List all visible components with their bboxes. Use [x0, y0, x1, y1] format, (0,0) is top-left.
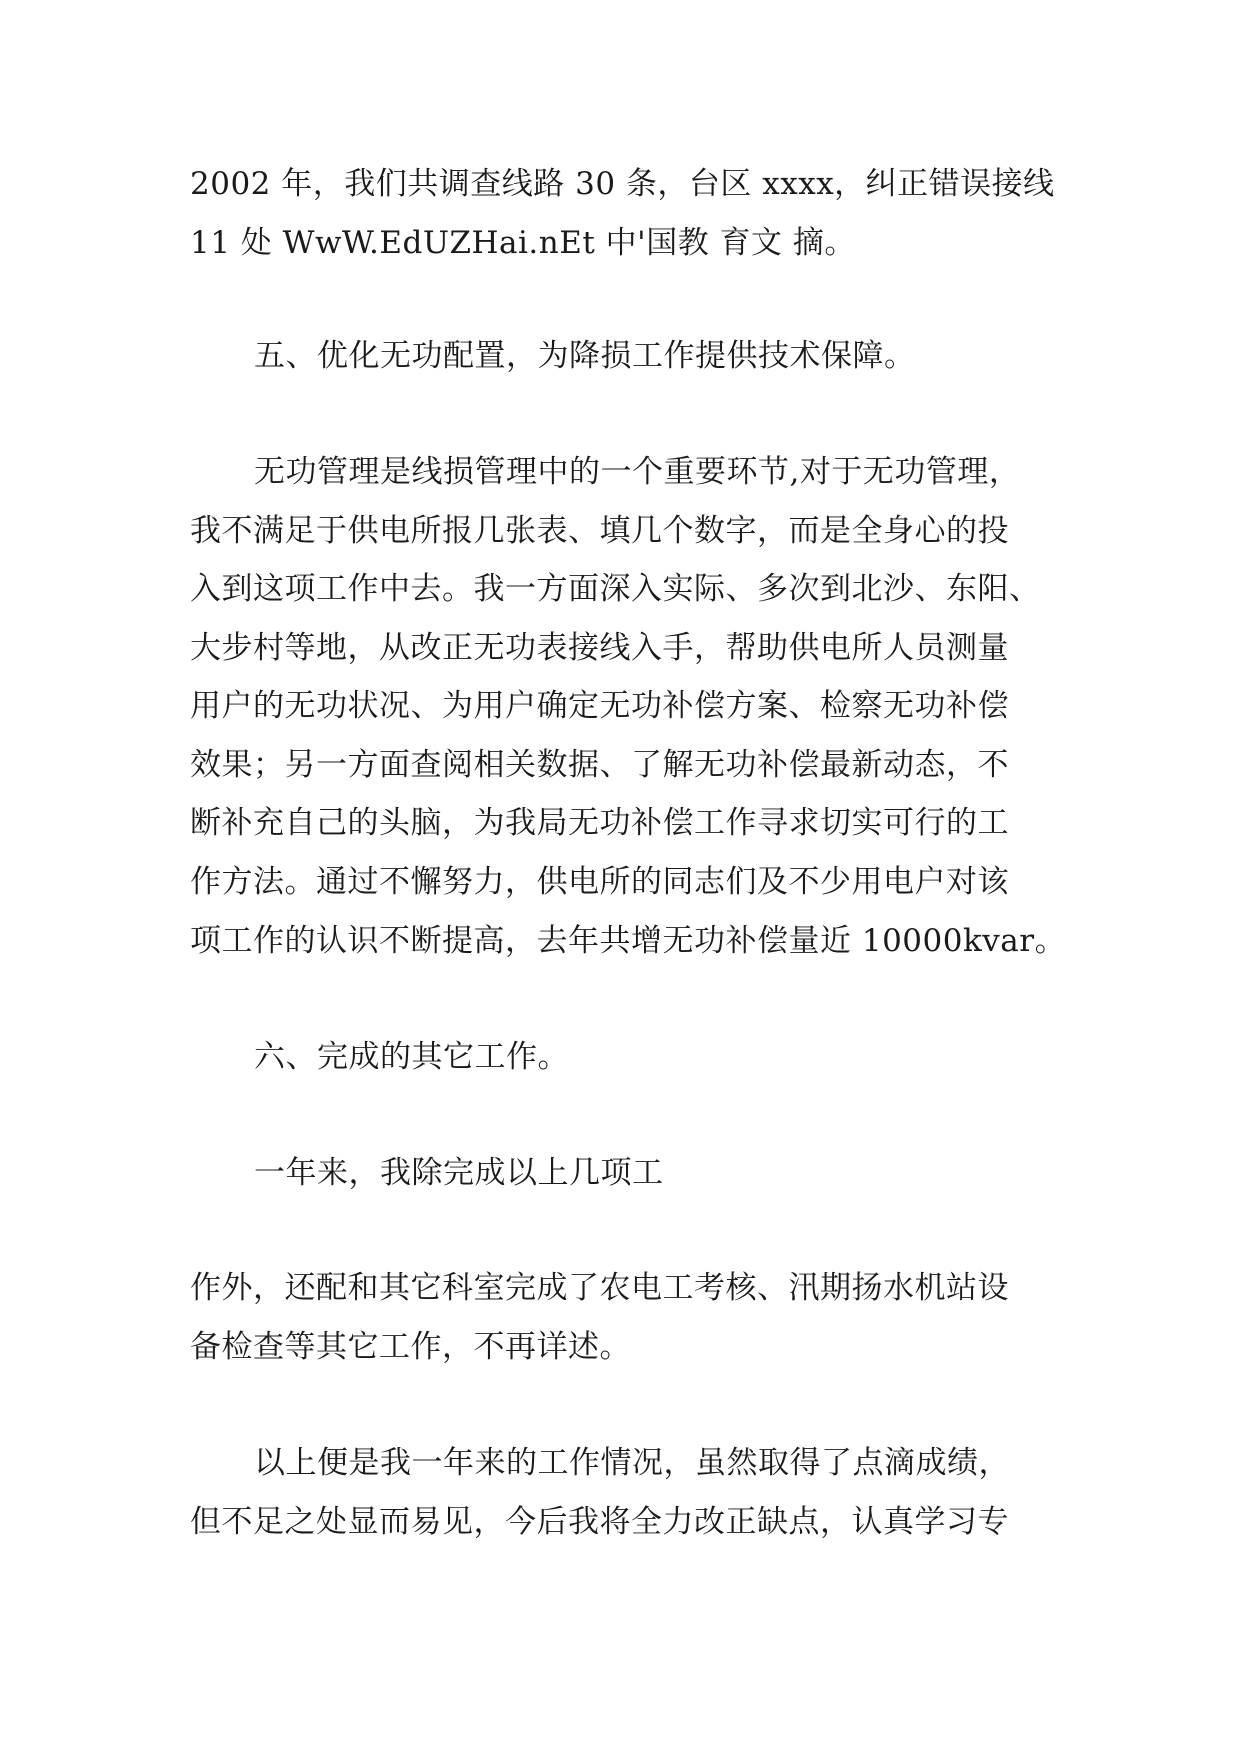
section-heading: 六、完成的其它工作。 — [254, 1039, 569, 1075]
text-line: 11 处 WwW.EdUZHai.nEt 中'国教 育文 摘。 — [190, 225, 856, 261]
text-line: 作外，还配和其它科室完成了农电工考核、汛期扬水机站设 — [190, 1270, 1009, 1306]
text-line: 作方法。通过不懈努力，供电所的同志们及不少用电户对该 — [190, 864, 1009, 900]
text-line: 无功管理是线损管理中的一个重要环节,对于无功管理， — [254, 454, 1021, 490]
text-line: 我不满足于供电所报几张表、填几个数字，而是全身心的投 — [190, 513, 1009, 549]
text-line: 断补充自己的头脑，为我局无功补偿工作寻求切实可行的工 — [190, 805, 1009, 841]
text-line: 2002 年，我们共调查线路 30 条，台区 xxxx，纠正错误接线 — [190, 166, 1055, 202]
text-line: 入到这项工作中去。我一方面深入实际、多次到北沙、东阳、 — [190, 571, 1041, 607]
text-line: 一年来，我除完成以上几项工 — [254, 1155, 664, 1191]
text-line: 大步村等地，从改正无功表接线入手，帮助供电所人员测量 — [190, 630, 1009, 666]
text-line: 但不足之处显而易见，今后我将全力改正缺点，认真学习专 — [190, 1504, 1009, 1540]
text-line: 效果；另一方面查阅相关数据、了解无功补偿最新动态，不 — [190, 747, 1009, 783]
text-line: 以上便是我一年来的工作情况，虽然取得了点滴成绩， — [254, 1445, 1010, 1481]
text-line: 备检查等其它工作，不再详述。 — [190, 1329, 631, 1365]
section-heading: 五、优化无功配置，为降损工作提供技术保障。 — [254, 338, 916, 374]
text-line: 项工作的认识不断提高，去年共增无功补偿量近 10000kvar。 — [190, 923, 1067, 959]
text-line: 用户的无功状况、为用户确定无功补偿方案、检察无功补偿 — [190, 688, 1009, 724]
